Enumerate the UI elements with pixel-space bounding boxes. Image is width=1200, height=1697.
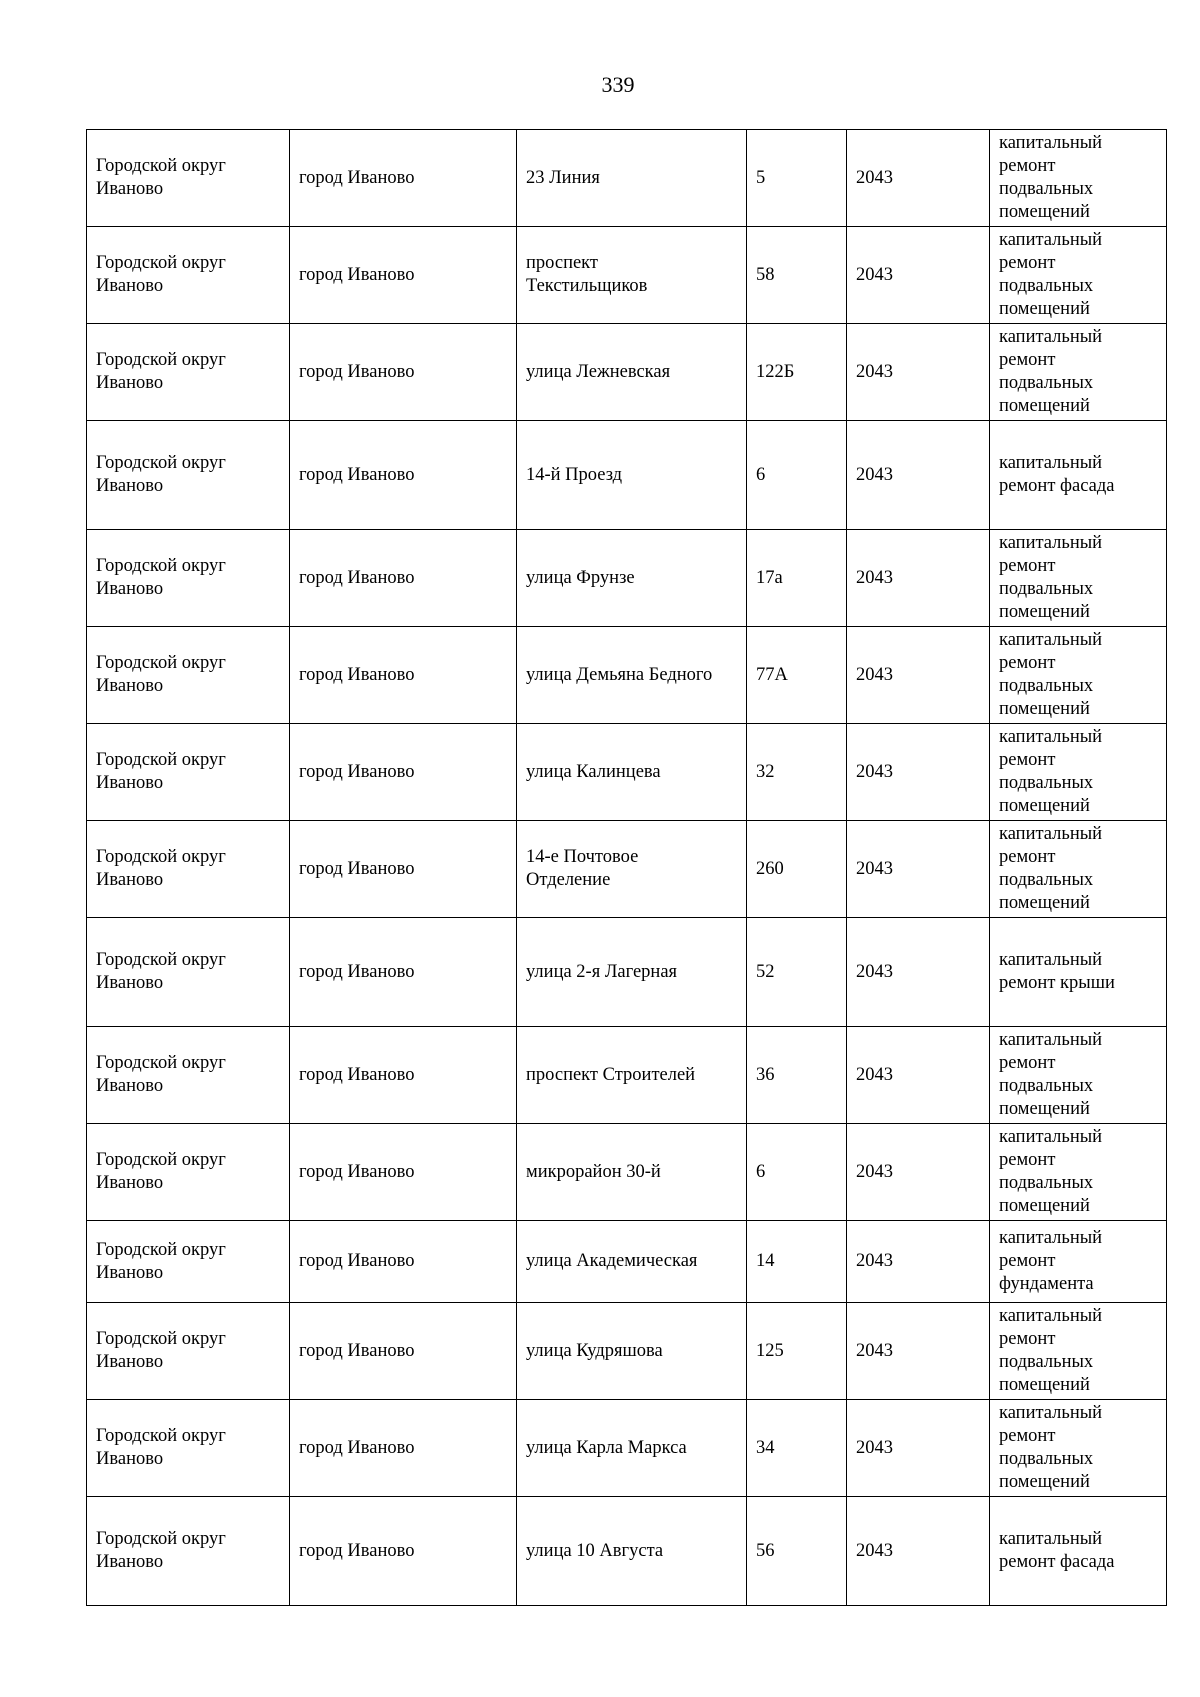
house-number-cell: 34 <box>747 1400 847 1497</box>
locality-cell: город Иваново <box>290 1400 517 1497</box>
district-cell: Городской округ Иваново <box>87 1221 290 1303</box>
district-cell: Городской округ Иваново <box>87 918 290 1027</box>
locality-cell: город Иваново <box>290 130 517 227</box>
table-row <box>87 724 1167 821</box>
page-number: 339 <box>601 72 635 97</box>
street-cell: проспект Текстильщиков <box>517 227 747 324</box>
work-type-cell: капитальный ремонт подвальных помещений <box>990 1124 1167 1221</box>
district-cell: Городской округ Иваново <box>87 1303 290 1400</box>
locality-cell: город Иваново <box>290 1027 517 1124</box>
locality-cell: город Иваново <box>290 821 517 918</box>
street-cell: улица Фрунзе <box>517 530 747 627</box>
table-row <box>87 421 1167 530</box>
work-type-cell: капитальный ремонт фасада <box>990 1497 1167 1606</box>
district-cell: Городской округ Иваново <box>87 324 290 421</box>
street-cell: улица Лежневская <box>517 324 747 421</box>
locality-cell: город Иваново <box>290 324 517 421</box>
work-type-cell: капитальный ремонт подвальных помещений <box>990 1027 1167 1124</box>
table-row <box>87 1303 1167 1400</box>
work-type-cell: капитальный ремонт крыши <box>990 918 1167 1027</box>
locality-cell: город Иваново <box>290 627 517 724</box>
year-cell: 2043 <box>847 227 990 324</box>
work-type-cell: капитальный ремонт подвальных помещений <box>990 1303 1167 1400</box>
house-number-cell: 77А <box>747 627 847 724</box>
year-cell: 2043 <box>847 530 990 627</box>
locality-cell: город Иваново <box>290 918 517 1027</box>
year-cell: 2043 <box>847 1497 990 1606</box>
table-row <box>87 530 1167 627</box>
year-cell: 2043 <box>847 724 990 821</box>
district-cell: Городской округ Иваново <box>87 530 290 627</box>
district-cell: Городской округ Иваново <box>87 1497 290 1606</box>
year-cell: 2043 <box>847 1303 990 1400</box>
street-cell: 23 Линия <box>517 130 747 227</box>
table-row <box>87 1124 1167 1221</box>
year-cell: 2043 <box>847 918 990 1027</box>
street-cell: улица Демьяна Бедного <box>517 627 747 724</box>
table-row <box>87 130 1167 227</box>
table-row <box>87 1497 1167 1606</box>
year-cell: 2043 <box>847 1400 990 1497</box>
locality-cell: город Иваново <box>290 421 517 530</box>
table-row <box>87 324 1167 421</box>
house-number-cell: 6 <box>747 421 847 530</box>
district-cell: Городской округ Иваново <box>87 821 290 918</box>
district-cell: Городской округ Иваново <box>87 227 290 324</box>
district-cell: Городской округ Иваново <box>87 130 290 227</box>
house-number-cell: 14 <box>747 1221 847 1303</box>
work-type-cell: капитальный ремонт фундамента <box>990 1221 1167 1303</box>
year-cell: 2043 <box>847 421 990 530</box>
year-cell: 2043 <box>847 130 990 227</box>
house-number-cell: 32 <box>747 724 847 821</box>
house-number-cell: 260 <box>747 821 847 918</box>
work-type-cell: капитальный ремонт подвальных помещений <box>990 627 1167 724</box>
street-cell: улица Академическая <box>517 1221 747 1303</box>
street-cell: улица 10 Августа <box>517 1497 747 1606</box>
year-cell: 2043 <box>847 1124 990 1221</box>
work-type-cell: капитальный ремонт фасада <box>990 421 1167 530</box>
work-type-cell: капитальный ремонт подвальных помещений <box>990 724 1167 821</box>
street-cell: микрорайон 30-й <box>517 1124 747 1221</box>
locality-cell: город Иваново <box>290 1303 517 1400</box>
repair-schedule-table <box>86 129 1167 1606</box>
house-number-cell: 125 <box>747 1303 847 1400</box>
locality-cell: город Иваново <box>290 227 517 324</box>
work-type-cell: капитальный ремонт подвальных помещений <box>990 130 1167 227</box>
district-cell: Городской округ Иваново <box>87 1027 290 1124</box>
table-row <box>87 1221 1167 1303</box>
street-cell: улица 2-я Лагерная <box>517 918 747 1027</box>
house-number-cell: 58 <box>747 227 847 324</box>
work-type-cell: капитальный ремонт подвальных помещений <box>990 821 1167 918</box>
street-cell: 14-е Почтовое Отделение <box>517 821 747 918</box>
street-cell: проспект Строителей <box>517 1027 747 1124</box>
table-row <box>87 1027 1167 1124</box>
table-row <box>87 227 1167 324</box>
house-number-cell: 6 <box>747 1124 847 1221</box>
work-type-cell: капитальный ремонт подвальных помещений <box>990 1400 1167 1497</box>
house-number-cell: 17а <box>747 530 847 627</box>
table-row <box>87 821 1167 918</box>
district-cell: Городской округ Иваново <box>87 1400 290 1497</box>
table-row <box>87 627 1167 724</box>
street-cell: улица Карла Маркса <box>517 1400 747 1497</box>
year-cell: 2043 <box>847 627 990 724</box>
district-cell: Городской округ Иваново <box>87 724 290 821</box>
year-cell: 2043 <box>847 821 990 918</box>
house-number-cell: 52 <box>747 918 847 1027</box>
street-cell: 14-й Проезд <box>517 421 747 530</box>
district-cell: Городской округ Иваново <box>87 627 290 724</box>
house-number-cell: 36 <box>747 1027 847 1124</box>
table-row <box>87 1400 1167 1497</box>
street-cell: улица Кудряшова <box>517 1303 747 1400</box>
work-type-cell: капитальный ремонт подвальных помещений <box>990 324 1167 421</box>
locality-cell: город Иваново <box>290 1497 517 1606</box>
table-row <box>87 918 1167 1027</box>
year-cell: 2043 <box>847 1027 990 1124</box>
locality-cell: город Иваново <box>290 724 517 821</box>
street-cell: улица Калинцева <box>517 724 747 821</box>
year-cell: 2043 <box>847 324 990 421</box>
locality-cell: город Иваново <box>290 1221 517 1303</box>
house-number-cell: 5 <box>747 130 847 227</box>
year-cell: 2043 <box>847 1221 990 1303</box>
district-cell: Городской округ Иваново <box>87 421 290 530</box>
locality-cell: город Иваново <box>290 1124 517 1221</box>
house-number-cell: 122Б <box>747 324 847 421</box>
house-number-cell: 56 <box>747 1497 847 1606</box>
work-type-cell: капитальный ремонт подвальных помещений <box>990 530 1167 627</box>
district-cell: Городской округ Иваново <box>87 1124 290 1221</box>
locality-cell: город Иваново <box>290 530 517 627</box>
work-type-cell: капитальный ремонт подвальных помещений <box>990 227 1167 324</box>
